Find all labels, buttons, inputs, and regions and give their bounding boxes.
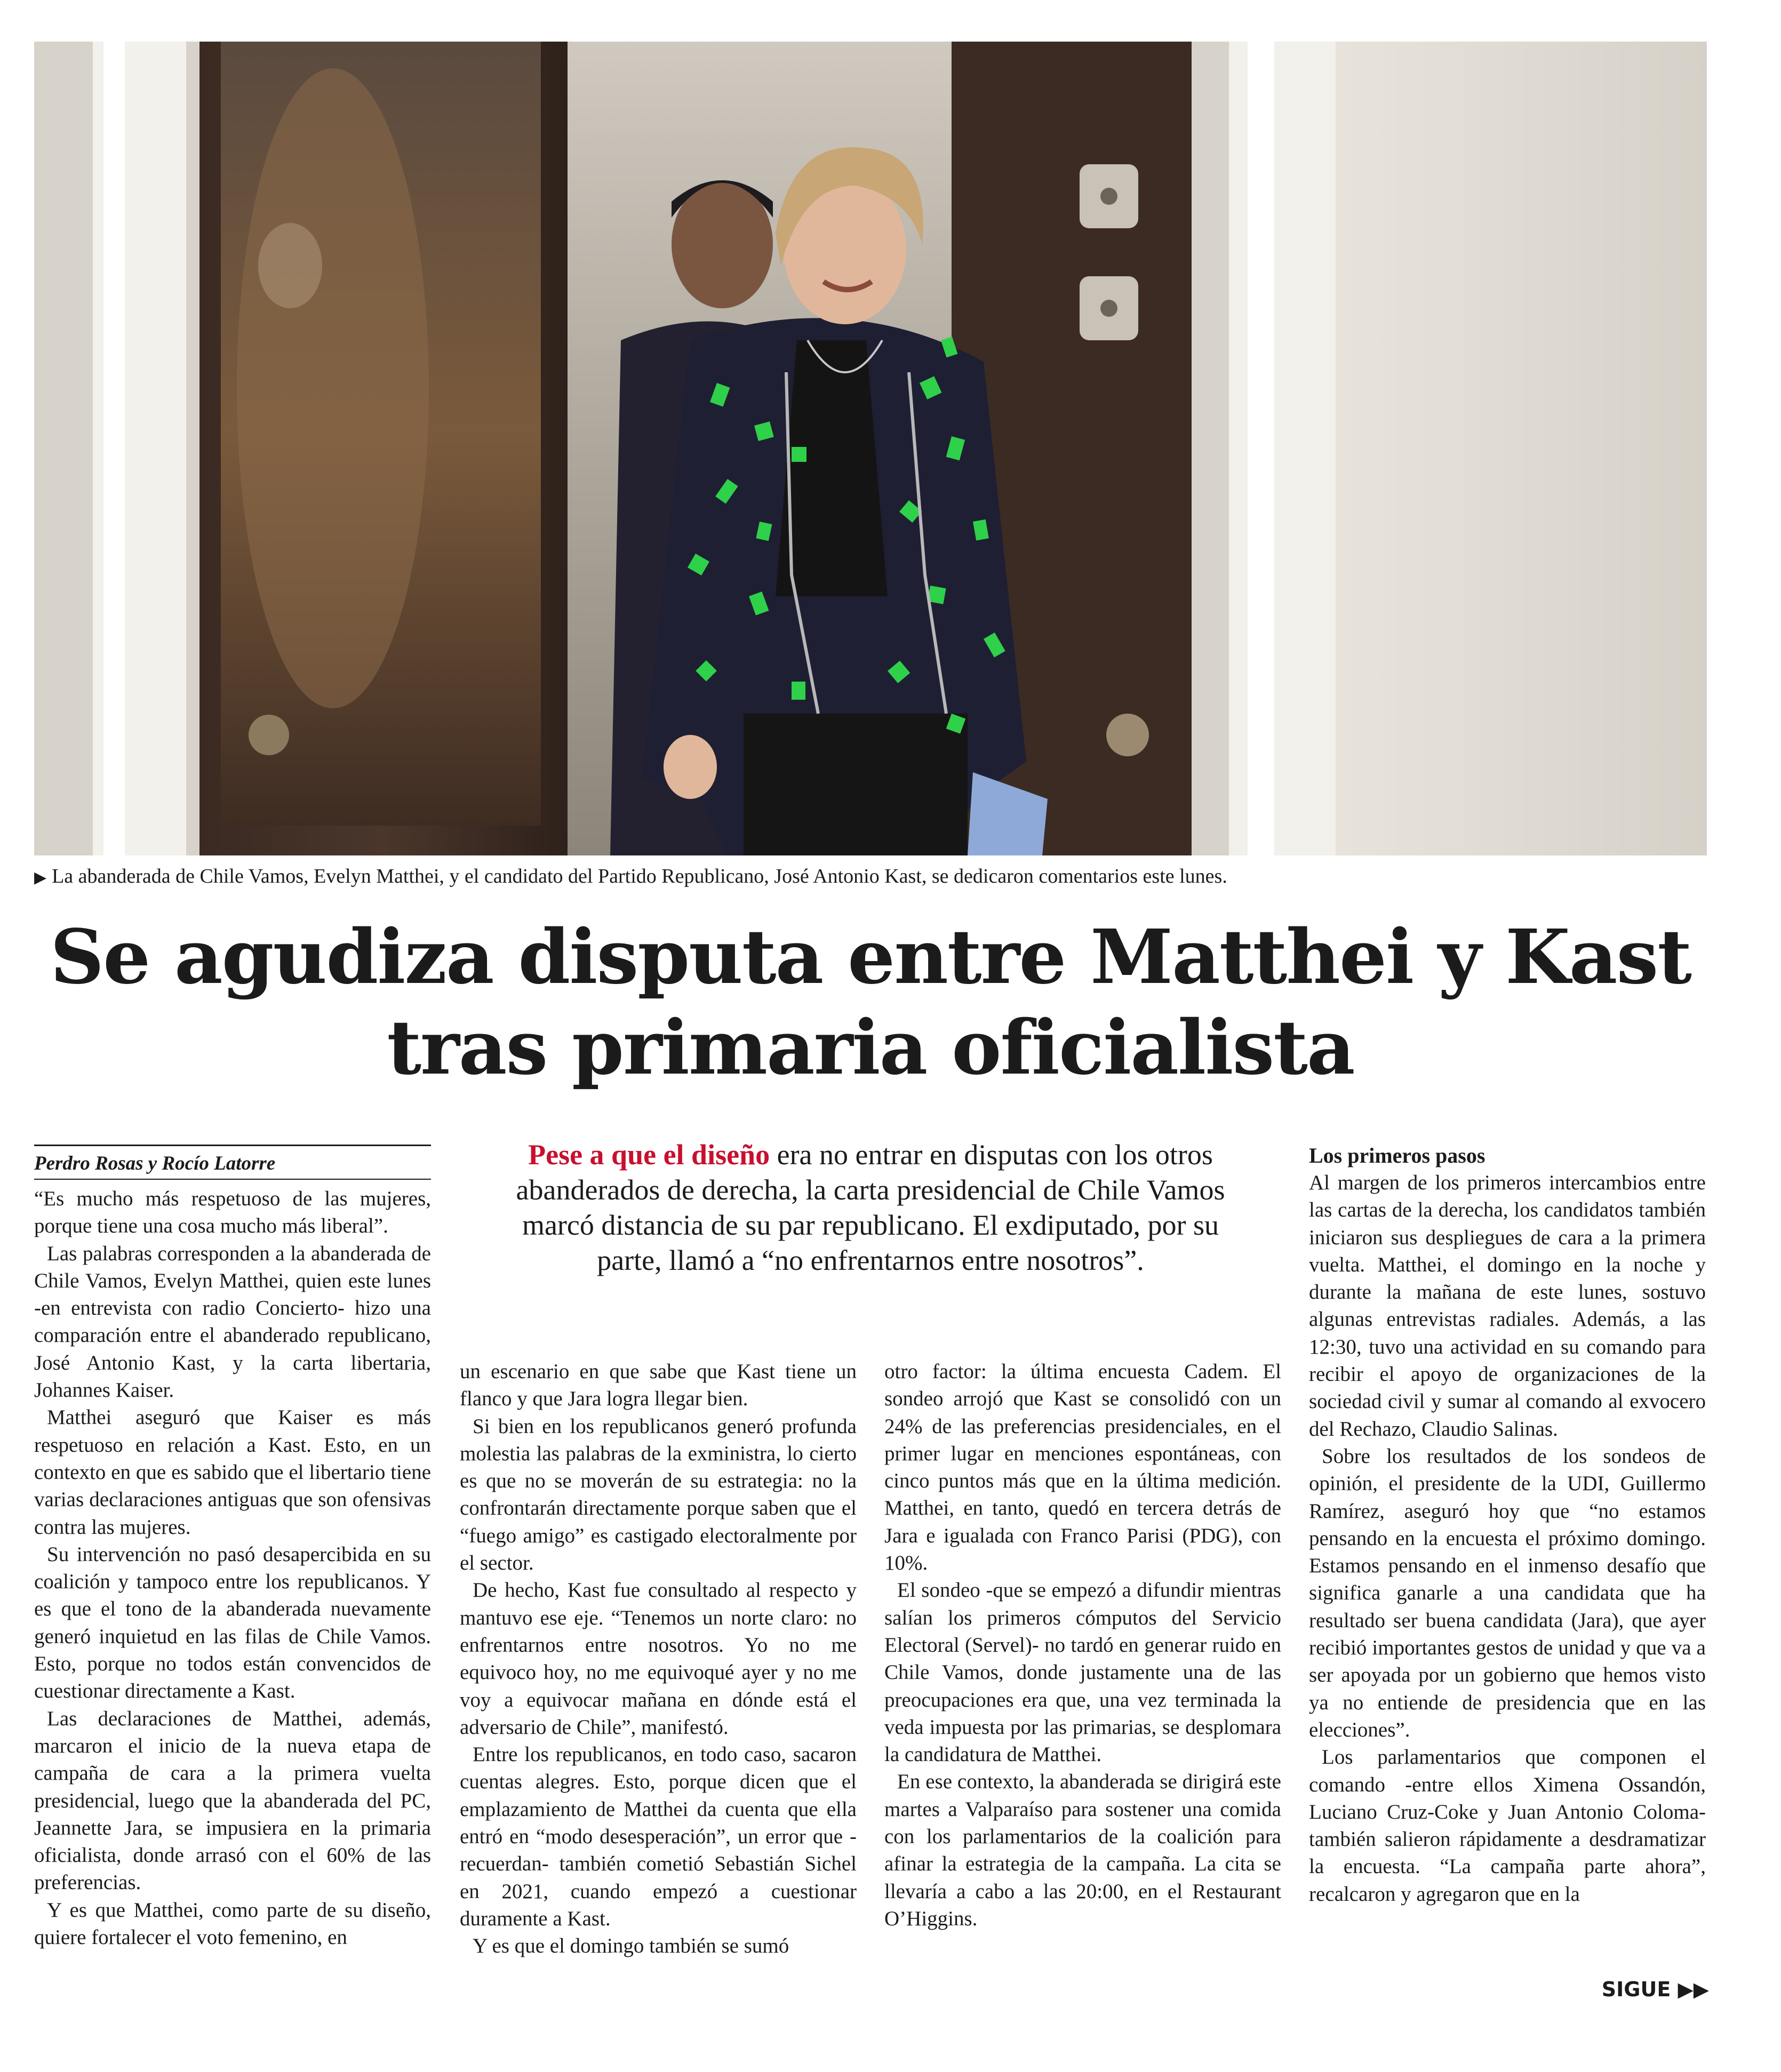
- paragraph: Los parlamentarios que componen el comando -entre ellos Ximena Ossandón, Luciano Cruz-Coke y Juan Antonio Coloma- también salieron rápidamente a desdramatizar la encuesta. “La campaña parte ahora”, recalcaron y agregaron que en la: [1309, 1746, 1706, 1906]
- paragraph: Sobre los resultados de los sondeos de opinión, el presidente de la UDI, Guillermo Ramírez, aseguró hoy que “no estamos pensando en la encuesta el próximo domingo. Estamos pensando en el inmenso desafío que significa ganarle a una candidata que ha resultado ser buena candidata (Jara), que ayer recibió importantes gestos de unidad y que va a ser apoyada por un gobierno que hemos visto ya no entiende de presidencia que en las elecciones”.: [1309, 1444, 1706, 1741]
- paragraph: De hecho, Kast fue consultado al respecto y mantuvo ese eje. “Tenemos un norte claro: no enfrentarnos entre nosotros. Yo no me equivoco hoy, no me equivoqué ayer y no me voy a equivocar mañana en dónde está el adversario de Chile”, manifestó.: [460, 1579, 857, 1739]
- section-subhead: Los primeros pasos: [1309, 1143, 1486, 1167]
- paragraph: Las declaraciones de Matthei, además, marcaron el inicio de la nueva etapa de campaña de cara a la primera vuelta presidencial, luego que la abanderada del PC, Jeannette Jara, se impusiera en la primaria oficialista, donde arrasó con el 60% de las preferencias.: [34, 1707, 431, 1894]
- paragraph: El sondeo -que se empezó a difundir mientras salían los primeros cómputos del Servicio Electoral (Servel)- no tardó en generar ruido en Chile Vamos, donde justamente una de las preocupaciones era que, una vez terminada la veda impuesta por las primarias, se desplomara la candidatura de Matthei.: [884, 1579, 1281, 1766]
- photo-caption-text: La abanderada de Chile Vamos, Evelyn Matthei, y el candidato del Partido Republicano, José Antonio Kast, se dedicaron comentarios este lunes.: [52, 865, 1227, 887]
- lede-text: era no entrar en disputas con los otros abanderados de derecha, la carta presidencial de Chile Vamos marcó distancia de su par republicano. El exdiputado, por su parte, llamó a “no enfrentarnos entre nosotros”.: [516, 1139, 1225, 1276]
- caption-arrow-icon: ▶: [34, 868, 47, 887]
- headline: Se agudiza disputa entre Matthei y Kast tras primaria oficialista: [50, 914, 1691, 1092]
- article-column-4: [1309, 1142, 1706, 1982]
- paragraph: Al margen de los primeros intercambios entre las cartas de la derecha, los candidatos también iniciaron sus despliegues de cara a la primera vuelta. Matthei, el domingo en la noche y durante la mañana de este lunes, sostuvo algunas entrevistas radiales. Además, a las 12:30, tuvo una actividad en su comando para recibir el apoyo de organizaciones de la sociedad civil y sumar al comando al exvocero del Rechazo, Claudio Salinas.: [1309, 1171, 1706, 1441]
- paragraph: Matthei aseguró que Kaiser es más respetuoso en relación a Kast. Esto, en un contexto en que es sabido que el libertario tiene varias declaraciones antiguas que son ofensivas contra las mujeres.: [34, 1406, 431, 1539]
- paragraph: Entre los republicanos, en todo caso, sacaron cuentas alegres. Esto, porque dicen que el emplazamiento de Matthei da cuenta que ella entró en “modo desesperación”, un error que -recuerdan- también cometió Sebastián Sichel en 2021, cuando empezó a cuestionar duramente a Kast.: [460, 1743, 857, 1930]
- continue-marker: SIGUE ▶▶: [1601, 1978, 1709, 2001]
- paragraph: “Es mucho más respetuoso de las mujeres, porque tiene una cosa mucho más liberal”.: [34, 1187, 431, 1238]
- paragraph: Y es que el domingo también se sumó: [473, 1934, 789, 1958]
- article-column-2: [460, 1358, 857, 2003]
- paragraph: Si bien en los republicanos generó profunda molestia las palabras de la exministra, lo cierto es que no se moverán de su estrategia: no la confrontarán directamente porque saben que el “fuego amigo” es castigado electoralmente por el sector.: [460, 1414, 857, 1575]
- photo-caption: [34, 863, 1707, 891]
- article-column-3: [884, 1358, 1281, 1971]
- lede: [486, 1137, 1255, 1278]
- paragraph: Las palabras corresponden a la abanderada de Chile Vamos, Evelyn Matthei, quien este lunes -en entrevista con radio Concierto- hizo una comparación entre el abanderado republicano, José Antonio Kast, y la carta libertaria, Johannes Kaiser.: [34, 1242, 431, 1402]
- byline: Perdro Rosas y Rocío Latorre: [34, 1145, 431, 1180]
- paragraph: un escenario en que sabe que Kast tiene un flanco y que Jara logra llegar bien.: [460, 1360, 857, 1411]
- paragraph: En ese contexto, la abanderada se dirigirá este martes a Valparaíso para sostener una comida con los parlamentarios de la coalición para afinar la estrategia de la campaña. La cita se llevaría a cabo a las 20:00, en el Restaurant O’Higgins.: [884, 1770, 1281, 1930]
- lede-highlight: Pese a que el diseño: [528, 1139, 770, 1171]
- paragraph: Su intervención no pasó desapercibida en su coalición y tampoco entre los republicanos. Y es que el tono de la abanderada nuevamente generó inquietud en las filas de Chile Vamos. Esto, porque no todos están convencidos de cuestionar directamente a Kast.: [34, 1542, 431, 1703]
- paragraph: Y es que Matthei, como parte de su diseño, quiere fortalecer el voto femenino, en: [34, 1898, 431, 1949]
- paragraph: otro factor: la última encuesta Cadem. El sondeo arrojó que Kast se consolidó con un 24% de las preferencias presidenciales, en el primer lugar en menciones espontáneas, con cinco puntos más que en la última medición. Matthei, en tanto, quedó en tercera detrás de Jara e igualada con Franco Parisi (PDG), con 10%.: [884, 1360, 1281, 1575]
- article-photo: [34, 42, 1707, 855]
- article-column-1: [34, 1185, 431, 2006]
- photo-illustration: [34, 42, 1707, 855]
